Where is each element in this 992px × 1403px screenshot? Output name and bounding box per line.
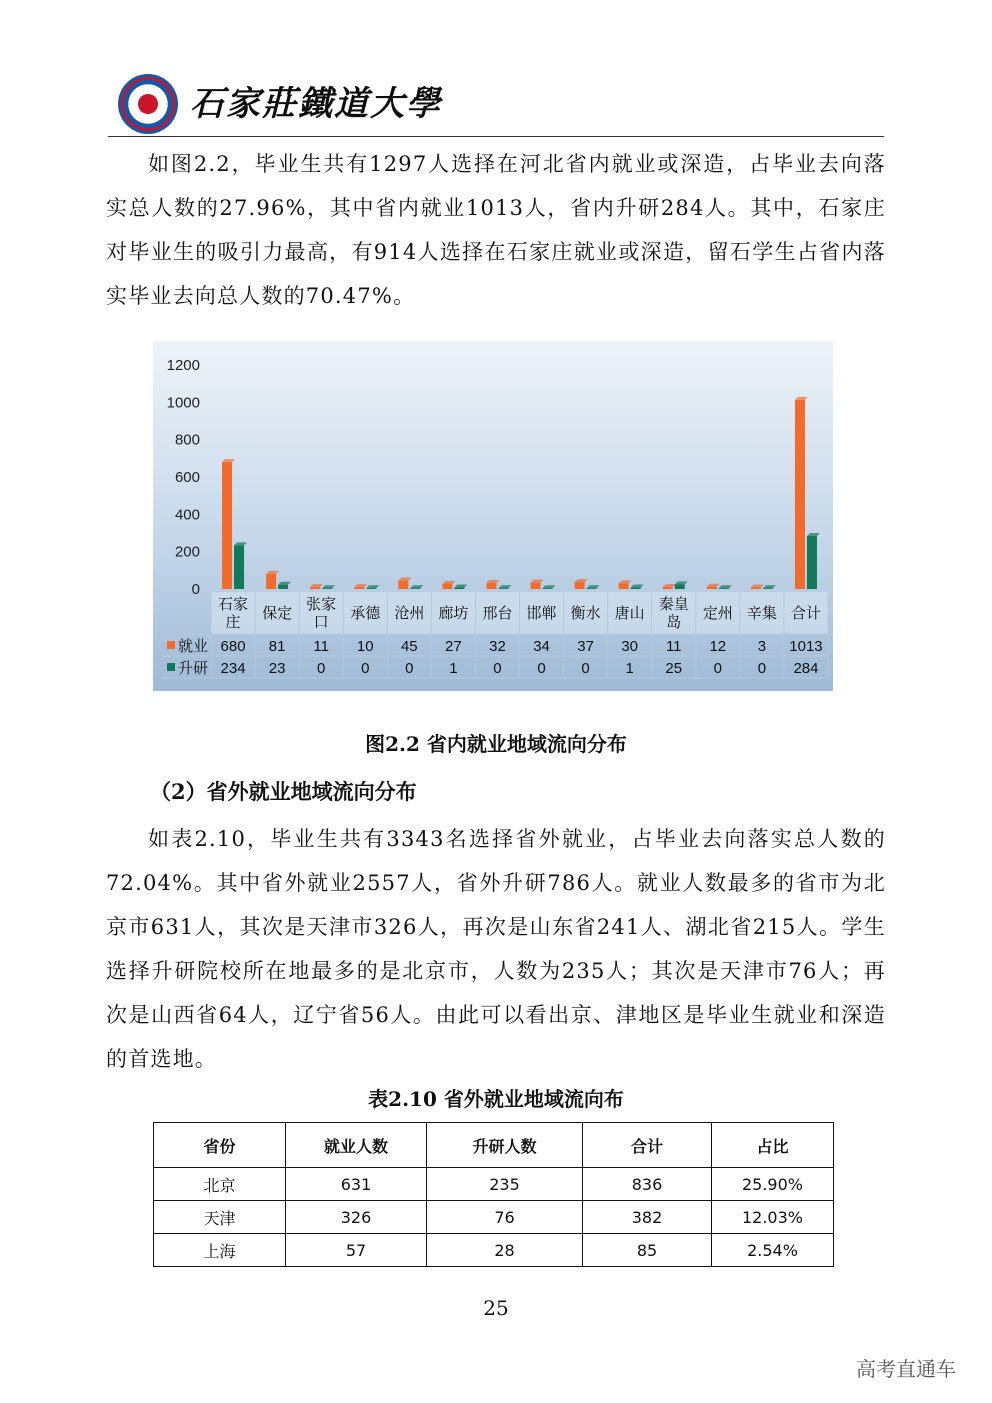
bar-升研-唐山: [631, 588, 641, 590]
data-label-就业: 3: [757, 638, 767, 655]
y-tick-label: 1200: [166, 357, 200, 374]
bar-升研-石家庄: [234, 545, 244, 589]
category-label: 庄: [225, 614, 241, 631]
bar-就业-廊坊: [442, 584, 452, 589]
table-cell: 12.03%: [712, 1201, 834, 1234]
chart-caption: 图2.2 省内就业地域流向分布: [365, 732, 627, 756]
paragraph-intro: 如图2.2，毕业生共有1297人选择在河北省内就业或深造，占毕业去向落实总人数的27.96%，其中省内就业1013人，省内升研284人。其中，石家庄对毕业生的吸引力最高，有914人选择在石家庄就业或深造，留石学生占省内落实毕业去向总人数的70.47%。: [106, 152, 886, 308]
table-cell: 382: [583, 1201, 712, 1234]
bar-升研-定州: [719, 588, 729, 589]
university-seal-icon: [118, 74, 178, 134]
table-cell: 北京: [154, 1168, 286, 1201]
category-label: 张家: [306, 596, 337, 613]
table-cell: 326: [286, 1201, 427, 1234]
table-cell: 57: [286, 1234, 427, 1267]
data-label-就业: 30: [621, 638, 639, 655]
category-label: 沧州: [394, 605, 425, 622]
category-label: 邯郸: [526, 605, 557, 622]
watermark-text: 高考直通车: [856, 1357, 956, 1381]
bar-chart: [153, 341, 833, 691]
table-caption: 表2.10 省外就业地域流向布: [368, 1087, 624, 1111]
data-label-升研: 23: [268, 660, 286, 677]
data-label-升研: 0: [537, 660, 546, 677]
category-label: 岛: [666, 614, 682, 631]
bar-就业-衡水: [575, 582, 585, 589]
table-cell: 836: [583, 1168, 712, 1201]
data-label-就业: 11: [313, 638, 329, 655]
table-row: [154, 1201, 834, 1234]
table-cell: 25.90%: [712, 1168, 834, 1201]
bar-就业-辛集: [751, 588, 761, 590]
table-cell: 235: [427, 1168, 583, 1201]
data-label-升研: 0: [317, 660, 326, 677]
bar-升研-保定: [278, 585, 288, 589]
legend-label: 就业: [178, 638, 209, 655]
bar-就业-邢台: [486, 583, 496, 589]
bar-升研-沧州: [410, 588, 420, 589]
data-label-就业: 81: [268, 638, 286, 655]
data-label-升研: 1: [625, 660, 634, 677]
bar-升研-张家口: [322, 588, 332, 589]
bar-就业-合计: [795, 400, 805, 589]
bar-升研-辛集: [763, 588, 773, 589]
y-tick-label: 0: [191, 581, 200, 598]
data-label-就业: 11: [665, 638, 682, 655]
category-label: 保定: [262, 605, 293, 622]
data-label-升研: 0: [581, 660, 590, 677]
y-tick-label: 600: [174, 469, 200, 486]
bar-升研-衡水: [587, 588, 597, 589]
data-label-升研: 0: [713, 660, 722, 677]
category-label: 唐山: [614, 605, 645, 622]
header-ratio: 占比: [712, 1123, 834, 1168]
data-label-就业: 27: [445, 638, 462, 655]
legend-swatch-升研: [167, 663, 175, 671]
data-label-就业: 1013: [789, 638, 823, 655]
page-header: [108, 64, 884, 137]
data-label-升研: 1: [449, 660, 458, 677]
bar-就业-沧州: [398, 581, 408, 589]
category-label: 邢台: [482, 605, 513, 622]
data-label-升研: 0: [361, 660, 370, 677]
chart-container: [153, 341, 833, 691]
bar-就业-保定: [266, 574, 276, 589]
y-tick-label: 200: [174, 543, 200, 561]
data-label-升研: 0: [405, 660, 414, 677]
data-label-升研: 0: [757, 660, 767, 677]
data-label-升研: 284: [793, 660, 819, 677]
table-cell: 天津: [154, 1201, 286, 1234]
paragraph-outside: 如表2.10，毕业生共有3343名选择省外就业，占毕业去向落实总人数的72.04%。其中省外就业2557人，省外升研786人。就业人数最多的省市为北京市631人，其次是天津市326人，再次是山东省241人、湖北省215人。学生选择升研院校所在地最多的是北京市，人数为235人；其次是天津市76人；再次是山西省64人，辽宁省56人。由此可以看出京、津地区是毕业生就业和深造的首选地。: [106, 827, 886, 1071]
bar-就业-唐山: [619, 583, 629, 589]
category-label: 辛集: [746, 605, 777, 622]
bar-就业-定州: [707, 587, 717, 589]
table-cell: 28: [427, 1234, 583, 1267]
y-tick-label: 800: [174, 431, 200, 449]
data-label-就业: 10: [356, 638, 374, 655]
category-label: 衡水: [570, 605, 601, 622]
bar-升研-秦皇岛: [675, 584, 685, 589]
data-label-就业: 34: [533, 638, 550, 655]
category-label: 廊坊: [438, 605, 469, 622]
bar-升研-邢台: [498, 588, 508, 589]
data-label-升研: 0: [493, 660, 502, 677]
bar-升研-承德: [366, 588, 376, 589]
university-logo-text: 石家莊鐵道大學: [190, 84, 442, 124]
region-table: [153, 1122, 834, 1267]
page-number: 25: [483, 1296, 509, 1320]
bar-就业-承德: [354, 587, 364, 589]
bar-就业-秦皇岛: [663, 587, 673, 589]
data-label-就业: 32: [489, 638, 506, 655]
category-label: 石家: [218, 596, 249, 613]
table-row: [154, 1168, 834, 1201]
category-label: 秦皇: [658, 596, 689, 613]
data-label-升研: 234: [220, 660, 246, 677]
bar-就业-邯郸: [531, 583, 541, 589]
bar-就业-石家庄: [222, 462, 232, 589]
y-tick-label: 1000: [166, 394, 200, 412]
header-graduate: 升研人数: [427, 1123, 583, 1168]
category-label: 定州: [702, 605, 733, 622]
data-label-就业: 45: [400, 638, 418, 655]
table-cell: 上海: [154, 1234, 286, 1267]
section-heading: （2）省外就业地域流向分布: [150, 779, 417, 804]
table-header-row: [154, 1123, 834, 1168]
bar-升研-合计: [807, 536, 817, 589]
legend-swatch-就业: [167, 641, 175, 649]
legend-label: 升研: [178, 660, 209, 677]
table-row: [154, 1234, 834, 1267]
data-label-就业: 37: [577, 638, 594, 655]
table-cell: 76: [427, 1201, 583, 1234]
header-employment: 就业人数: [286, 1123, 427, 1168]
bar-升研-廊坊: [454, 588, 464, 590]
header-province: 省份: [154, 1123, 286, 1168]
category-label: 口: [313, 614, 329, 631]
data-label-升研: 25: [665, 660, 683, 677]
header-total: 合计: [583, 1123, 712, 1168]
bar-就业-张家口: [310, 587, 320, 589]
bar-升研-邯郸: [543, 588, 553, 589]
y-tick-label: 400: [174, 506, 200, 524]
category-label: 承德: [350, 605, 381, 622]
category-label: 合计: [790, 605, 821, 622]
table-cell: 85: [583, 1234, 712, 1267]
data-label-就业: 680: [220, 638, 246, 655]
data-label-就业: 12: [709, 638, 727, 655]
table-cell: 2.54%: [712, 1234, 834, 1267]
table-cell: 631: [286, 1168, 427, 1201]
